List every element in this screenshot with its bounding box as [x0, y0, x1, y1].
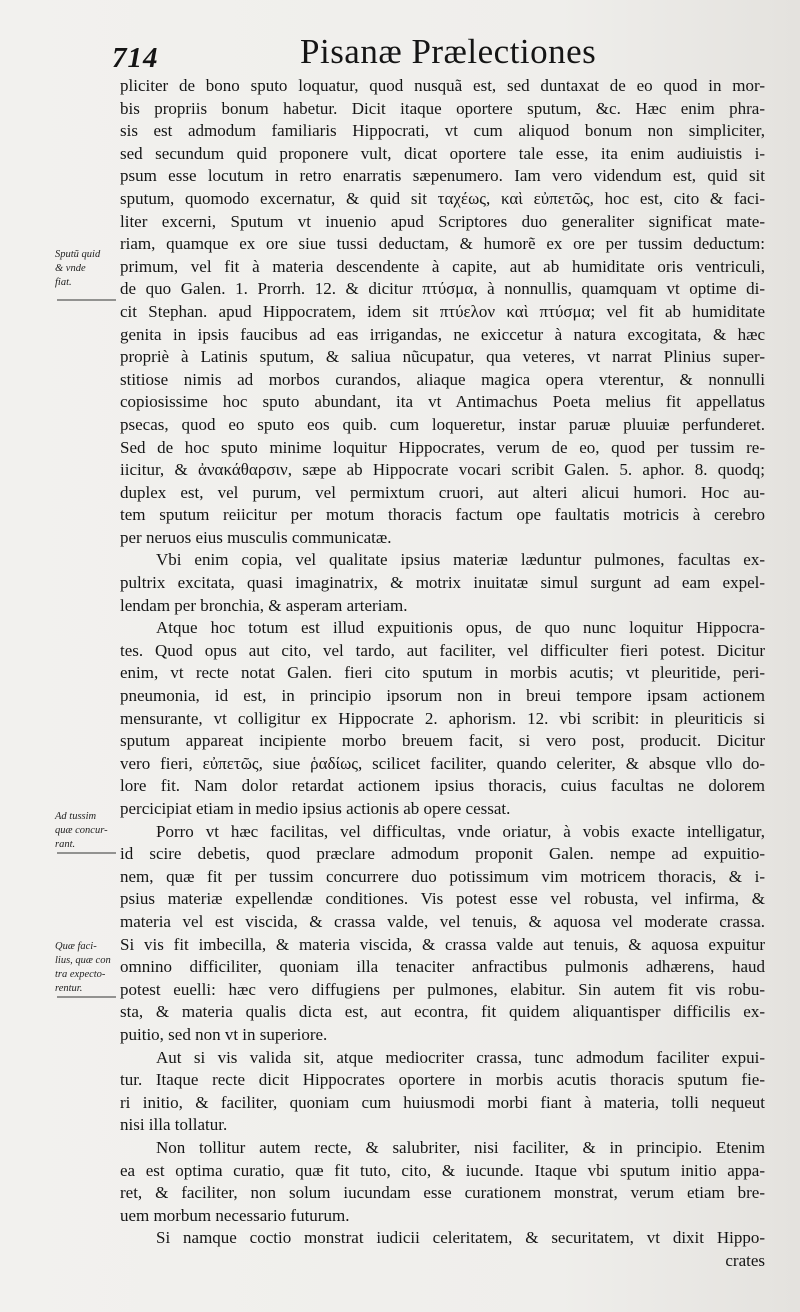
margin-note-line: Sputũ quid	[55, 249, 101, 260]
text-line: psum esse locutum in retro enarratis sæpenumero. Iam vero videndum est, quid sit	[120, 166, 765, 186]
margin-note-line: Quæ faci-	[55, 941, 97, 952]
text-line: ret, & faciliter, non solum iucundam esse curationem monstrat, verum etiam bre-	[120, 1183, 765, 1203]
text-line: omnino difficiliter, quoniam illa tenaciter anfractibus pulmonis adhærens, haud	[120, 957, 765, 977]
margin-note-line: rentur.	[55, 983, 83, 994]
text-line: Si namque coctio monstrat iudicii celeritatem, & securitatem, vt dixit Hippo-	[156, 1228, 765, 1248]
text-line: puitio, sed non vt in superiore.	[120, 1024, 328, 1044]
text-line: Porro vt hæc facilitas, vel difficultas, vnde oriatur, à vobis exacte intelligatur,	[156, 821, 765, 841]
text-line: psius materiæ expellendæ conditiones. Vis potest esse vel robusta, vel infirma, &	[120, 889, 765, 909]
text-line: uem morbum necessario futurum.	[120, 1205, 350, 1225]
text-line: tur. Itaque recte dicit Hippocrates oportere in morbis acutis thoracis sputum fie-	[120, 1070, 765, 1090]
text-line: sed secundum quid proponere vult, dicat oportere tale esse, ita enim audiuistis i-	[120, 143, 765, 163]
text-line: lore fit. Nam dolor retardat actionem ipsius thoracis, cuius facultas ne dolorem	[120, 776, 765, 796]
margin-note-sputum	[55, 248, 121, 290]
margin-note-tussis	[55, 810, 121, 852]
text-line: Aut si vis valida sit, atque mediocriter crassa, tunc admodum faciliter expui-	[156, 1047, 765, 1067]
text-line: genita in ipsis faucibus ad eas irrigandas, ne exiccetur à natura excogitata, & hæc	[120, 324, 765, 344]
text-line: pneumonia, id est, in principio ipsorum non in breui tempore ipsam actionem	[120, 686, 765, 706]
text-line: tem sputum reiicitur per motum thoracis factum ope faultatis motricis à cerebro	[120, 505, 765, 525]
text-line: sputum, quomodo excernatur, & quid sit ταχέως, καὶ εὐπετῶς, hoc est, cito & faci-	[120, 188, 765, 208]
page-number: 714	[112, 42, 159, 74]
text-line: riam, quamque ex ore siue tussi deductam, & humorẽ ex ore per tussim deductum:	[120, 234, 765, 254]
text-line: Non tollitur autem recte, & salubriter, nisi faciliter, & in principio. Etenim	[156, 1137, 765, 1157]
text-line: ri initio, & faciliter, quoniam cum huiusmodi morbi fiant à materia, tolli nequeut	[120, 1092, 765, 1112]
text-line: psecas, quod eo sputo eos quib. cum loqueretur, instar paruæ pluuiæ perfunderet.	[120, 414, 765, 434]
margin-note-line: & vnde	[55, 263, 86, 274]
margin-note-line: rant.	[55, 839, 76, 850]
text-line: primum, vel fit à materia descendente à capite, aut ab humiditate oris ventriculi,	[120, 256, 765, 276]
text-line: id scire debetis, quod præclare admodum proponit Galen. nempe ad expuitio-	[120, 844, 765, 864]
text-line: bis propriis bonum habetur. Dicit itaque oportere sputum, &c. Hæc enim phra-	[120, 98, 765, 118]
text-line: lendam per bronchia, & asperam arteriam.	[120, 595, 408, 615]
text-line: Vbi enim copia, vel qualitate ipsius materiæ læduntur pulmones, facultas ex-	[156, 550, 765, 570]
text-line: materia vel est viscida, & crassa valde, vel tenuis, & aquosa vel moderate crassa.	[120, 911, 765, 931]
text-line: propriè à Latinis sputum, & saliua nũcupatur, qua veteres, vt narrat Plinius super-	[120, 347, 765, 367]
text-line: enim, vt recte notat Galen. fieri cito sputum in morbis acutis; vt pleuritide, peri-	[120, 663, 765, 683]
text-line: per neruos eius musculis communicatæ.	[120, 527, 392, 547]
margin-note-line: quæ concur-	[55, 825, 108, 836]
margin-note-line: tra expecto-	[55, 969, 106, 980]
margin-note-facilius	[55, 940, 121, 996]
margin-note-line: Ad tussim	[55, 811, 97, 822]
text-line: Si vis fit imbecilla, & materia viscida, & crassa valde aut tenuis, & aquosa expuitur	[120, 934, 765, 954]
text-line: sputum appareat incipiente morbo breuem facit, si vero post, producit. Dicitur	[120, 731, 765, 751]
text-line: stitiose nimis ad morbos curandos, aliaque magica opera vterentur, & nonnulli	[120, 369, 765, 389]
text-line: liter excerni, Sputum vt inuenio apud Scriptores duo generaliter significat mate-	[120, 211, 765, 231]
margin-note-line: lius, quæ con	[55, 955, 111, 966]
body-text	[120, 75, 765, 1272]
text-line: copiosissime hoc sputo abundant, ita vt Antimachus Poeta melius fit appellatus	[120, 392, 765, 412]
running-title: Pisanæ Prælectiones	[300, 32, 597, 71]
text-line: pliciter de bono sputo loquatur, quod nusquã est, sed duntaxat de eo quod in mor-	[120, 76, 765, 95]
text-line: iicitur, & ἀνακάθαρσιν, sæpe ab Hippocrate vocari scribit Galen. 5. aphor. 8. quodq;	[120, 460, 765, 480]
text-line: cit Stephan. apud Hippocratem, idem sit πτύελον καὶ πτύσμα; vel fit ab humiditate	[120, 301, 765, 321]
text-line: sta, & materia qualis dicta est, aut econtra, fit quidem aliquantisper difficilis ex-	[120, 1002, 765, 1022]
page-header	[0, 22, 800, 72]
text-line: duplex est, vel purum, vel permixtum cruori, aut alteri alicui humori. Hoc au-	[120, 482, 765, 502]
text-line: sis est admodum familiaris Hippocrati, vt cum aliquod bonum non simpliciter,	[120, 121, 765, 141]
text-line: vero fieri, εὐπετῶς, siue ῥαδίως, scilicet faciliter, quando celeriter, & absque vllo do-	[120, 753, 765, 773]
text-line: de quo Galen. 1. Prorrh. 12. & dicitur πτύσμα, à nonnullis, quamquam vt optime di-	[120, 279, 765, 299]
text-line: mensurante, vt colligitur ex Hippocrate 2. aphorism. 12. vbi scribit: in pleuriticis si	[120, 708, 765, 728]
margin-note-line: fiat.	[55, 277, 72, 288]
text-line: tes. Quod opus aut cito, vel tardo, aut faciliter, vel difficulter fieri potest. Dicitur	[120, 640, 765, 660]
text-line: Sed de hoc sputo minime loquitur Hippocrates, verum de eo, quod per tussim re-	[120, 437, 765, 457]
text-line: pultrix excitata, quasi imaginatrix, & motrix inuitatæ simul surgunt ad eam expel-	[120, 573, 765, 593]
text-line: nisi illa tollatur.	[120, 1115, 228, 1135]
text-line: nem, quæ fit per tussim concurrere duo potissimum vim motricem thoracis, & i-	[120, 866, 765, 886]
text-line: Atque hoc totum est illud expuitionis opus, de quo nunc loquitur Hippocra-	[156, 618, 765, 638]
catchword: crates	[725, 1250, 765, 1270]
text-line: ea est optima curatio, quæ fit tuto, cito, & iucunde. Itaque vbi sputum initio appa-	[120, 1160, 765, 1180]
text-line: percicipiat etiam in medio ipsius actionis ab opere cessat.	[120, 799, 511, 818]
text-line: potest euelli: hæc vero diffugiens per pulmones, elabitur. Sin autem fit vis robu-	[120, 979, 765, 999]
